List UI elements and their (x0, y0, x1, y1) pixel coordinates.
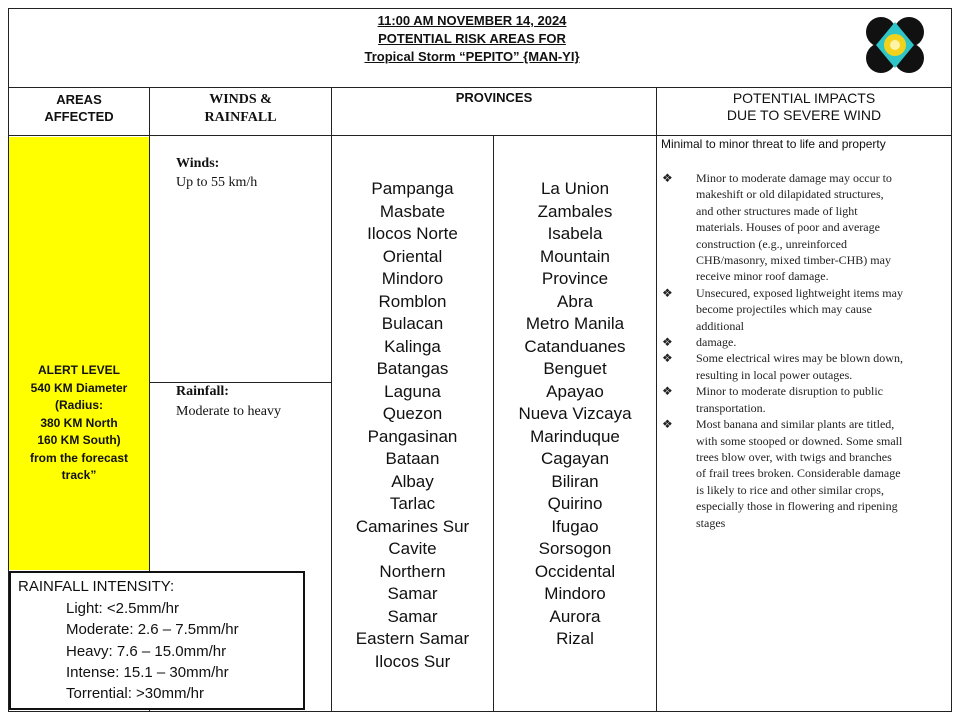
province-item: Isabela (547, 224, 603, 243)
storm-name: Tropical Storm “PEPITO” {MAN-YI} (364, 49, 580, 64)
diamond-bullet-icon: ❖ (662, 351, 673, 366)
rainfall-level: Moderate: 2.6 – 7.5mm/hr (66, 621, 239, 639)
bulletin-subtitle: POTENTIAL RISK AREAS FOR (378, 31, 566, 46)
province-item: Mindoro (381, 269, 444, 288)
province-item: Mindoro (544, 584, 606, 603)
impact-line: materials. Houses of poor and average (696, 220, 880, 235)
impact-item (660, 350, 950, 383)
diamond-bullet-icon: ❖ (662, 384, 673, 399)
province-item: Occidental (534, 561, 616, 581)
impact-line: Some electrical wires may be blown down, (696, 351, 903, 366)
rainfall-label: Rainfall: (176, 384, 229, 399)
agency-seal-icon (862, 14, 928, 76)
diamond-bullet-icon: ❖ (662, 285, 673, 300)
rainfall-intensity-list (66, 598, 239, 704)
province-item: Apayao (546, 381, 604, 401)
impact-line: become projectiles which may cause (696, 302, 872, 317)
alert-line: track” (61, 468, 97, 482)
alert-line: 380 KM North (40, 415, 118, 430)
province-item: Catanduanes (524, 336, 626, 356)
impact-line: Minor to moderate damage may occur to (696, 171, 892, 185)
province-item: Abra (557, 291, 593, 311)
impact-line: Unsecured, exposed lightweight items may (696, 285, 903, 300)
impact-line: damage. (696, 335, 737, 350)
impact-item (660, 383, 950, 416)
province-item: Quirino (547, 494, 603, 513)
province-item: Pangasinan (367, 426, 458, 446)
diamond-bullet-icon: ❖ (662, 417, 673, 432)
bulletin-datetime: 11:00 AM NOVEMBER 14, 2024 (377, 13, 567, 28)
rainfall-intensity-title: RAINFALL INTENSITY: (18, 578, 175, 595)
diamond-bullet-icon: ❖ (662, 335, 673, 350)
province-item: Quezon (382, 404, 443, 423)
impact-line: Minor to moderate disruption to public (696, 384, 883, 399)
impact-line: of frail trees broken. Considerable damage (696, 466, 901, 481)
province-item: Metro Manila (525, 314, 625, 333)
province-item: Oriental (382, 246, 443, 266)
alert-line: ALERT LEVEL (37, 363, 120, 377)
impact-line: especially those in flowering and ripening (696, 499, 898, 514)
province-item: Bulacan (381, 314, 444, 333)
province-item: Benguet (543, 359, 607, 378)
alert-line: 160 KM South) (37, 433, 121, 447)
impact-line: is likely to rice and other similar crops, (696, 482, 884, 497)
rainfall-level: Intense: 15.1 – 30mm/hr (66, 663, 229, 681)
province-item: Biliran (551, 471, 599, 491)
impact-line: Most banana and similar plants are titled, (696, 417, 895, 432)
impact-item (660, 334, 950, 350)
province-item: Zambales (537, 201, 613, 221)
province-item: Samar (387, 584, 438, 603)
province-item: Cavite (388, 539, 437, 558)
province-item: Kalinga (384, 336, 441, 356)
header-areas-affected (8, 88, 150, 136)
alert-line: (Radius: (55, 398, 103, 412)
impact-line: stages (696, 515, 726, 530)
province-item: Masbate (379, 201, 446, 221)
impact-line: receive minor roof damage. (696, 269, 829, 284)
impact-item (660, 285, 950, 334)
province-item: Laguna (384, 381, 441, 401)
provinces-list-right (493, 178, 657, 651)
impact-item (660, 416, 950, 531)
winds-label: Winds: (176, 156, 220, 171)
province-item: Eastern Samar (355, 629, 470, 648)
header-winds-rainfall (150, 88, 332, 136)
header-impacts-line1: POTENTIAL IMPACTS (732, 90, 876, 106)
province-item: Rizal (556, 629, 594, 648)
impact-line: with some stooped or downed. Some small (696, 433, 903, 448)
header-provinces: PROVINCES (332, 88, 657, 136)
province-item: Bataan (385, 449, 440, 468)
province-item: Mountain (540, 246, 610, 266)
alert-line: 540 KM Diameter (30, 380, 128, 395)
province-item: Sorsogon (538, 539, 612, 558)
impact-line: resulting in local power outages. (696, 367, 853, 382)
impact-line: additional (696, 318, 744, 333)
province-item: Ifugao (551, 516, 599, 536)
province-item: Ilocos Norte (367, 224, 458, 243)
alert-level-highlight (9, 137, 149, 570)
province-item: Batangas (376, 359, 449, 378)
province-item: Ilocos Sur (374, 651, 451, 671)
province-item: Samar (387, 606, 438, 626)
rainfall-level: Light: <2.5mm/hr (66, 600, 179, 617)
province-item: Romblon (378, 291, 447, 311)
impact-line: construction (e.g., unreinforced (696, 236, 847, 251)
header-winds-line2: RAINFALL (204, 110, 277, 125)
impacts-heading: Minimal to minor threat to life and property (661, 137, 886, 151)
province-item: Nueva Vizcaya (518, 404, 632, 423)
header-areas-line2: AFFECTED (44, 109, 114, 124)
province-item: Pampanga (371, 179, 454, 198)
province-item: Camarines Sur (355, 516, 470, 536)
impact-line: and other structures made of light (696, 203, 858, 218)
rainfall-level: Torrential: >30mm/hr (66, 685, 204, 703)
province-item: Cagayan (540, 449, 610, 468)
alert-line: from the forecast (29, 450, 129, 465)
province-item: Albay (391, 471, 434, 491)
province-item: La Union (540, 179, 610, 198)
provinces-list-left (332, 178, 493, 673)
winds-value: Up to 55 km/h (176, 175, 258, 190)
province-item: Tarlac (389, 494, 436, 513)
province-item: Aurora (549, 606, 601, 626)
impact-line: CHB/masonry, mixed timber-CHB) may (696, 253, 891, 268)
header-potential-impacts (657, 88, 952, 136)
impact-line: transportation. (696, 400, 766, 415)
header-winds-line1: WINDS & (209, 92, 272, 107)
winds-rainfall-divider (150, 382, 332, 383)
impact-line: trees blow over, with twigs and branches (696, 449, 892, 464)
impact-item (660, 170, 950, 285)
impacts-list (660, 170, 950, 531)
rainfall-value: Moderate to heavy (176, 404, 281, 419)
impact-line: makeshift or old dilapidated structures, (696, 187, 884, 202)
rainfall-level: Heavy: 7.6 – 15.0mm/hr (66, 642, 227, 660)
province-item: Province (541, 269, 609, 288)
header-impacts-line2: DUE TO SEVERE WIND (726, 107, 882, 123)
province-item: Northern (379, 561, 446, 581)
diamond-bullet-icon: ❖ (662, 171, 673, 185)
header-areas-line1: AREAS (56, 92, 102, 107)
province-item: Marinduque (530, 426, 620, 446)
alert-level-text (9, 362, 149, 485)
